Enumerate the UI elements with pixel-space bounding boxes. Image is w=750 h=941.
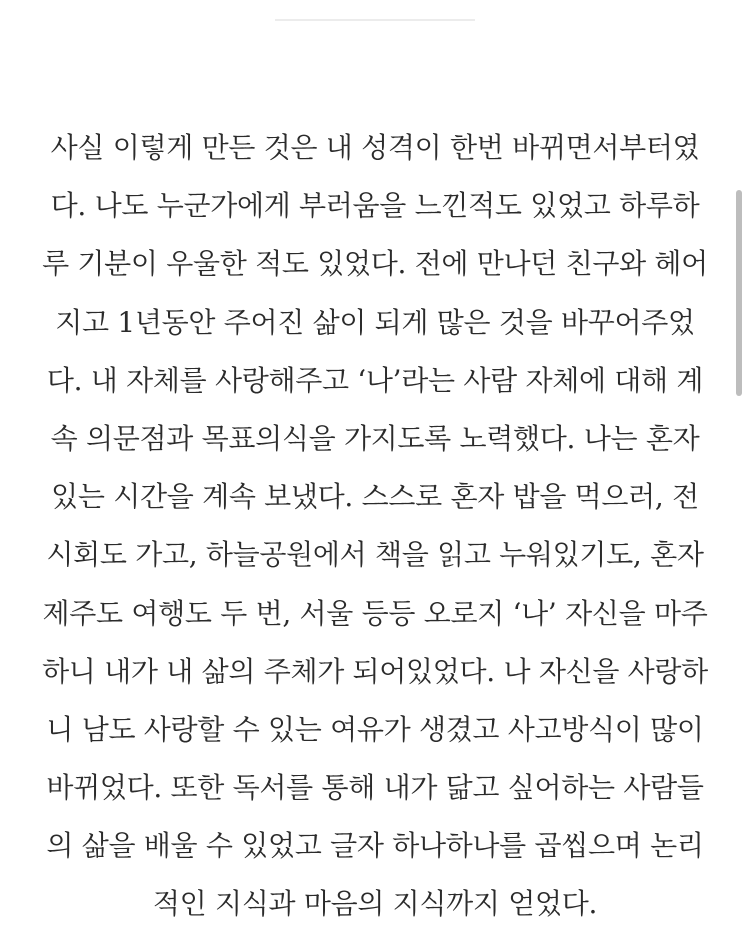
article-line: 루 기분이 우울한 적도 있었다. 전에 만나던 친구와 헤어 (42, 247, 708, 281)
article-line: 하니 내가 내 삶의 주체가 되어있었다. 나 자신을 사랑하 (42, 654, 708, 688)
article-line: 바뀌었다. 또한 독서를 통해 내가 닮고 싶어하는 사람들 (46, 771, 704, 805)
top-divider (275, 19, 475, 21)
article-line: 시회도 가고, 하늘공원에서 책을 읽고 누워있기도, 혼자 (46, 538, 704, 572)
article-line: 다. 나도 누군가에게 부러움을 느낀적도 있었고 하루하 (50, 189, 700, 223)
article-body (0, 126, 750, 941)
article-line: 니 남도 사랑할 수 있는 여유가 생겼고 사고방식이 많이 (46, 712, 704, 746)
article-line: 사실 이렇게 만든 것은 내 성격이 한번 바뀌면서부터였 (50, 131, 700, 164)
article-line: 속 의문점과 목표의식을 가지도록 노력했다. 나는 혼자 (50, 421, 700, 455)
scrollbar-thumb[interactable] (736, 190, 742, 396)
article-line: 있는 시간을 계속 보냈다. 스스로 혼자 밥을 먹으러, 전 (51, 480, 699, 514)
article-line: 다. 내 자체를 사랑해주고 ‘나’라는 사람 자체에 대해 계 (46, 363, 704, 397)
article-line: 의 삶을 배울 수 있었고 글자 하나하나를 곱씹으며 논리 (46, 829, 704, 863)
article-line: 적인 지식과 마음의 지식까지 얻었다. (152, 887, 598, 921)
article-line: 제주도 여행도 두 번, 서울 등등 오로지 ‘나’ 자신을 마주 (42, 596, 708, 630)
article-line: 지고 1년동안 주어진 삶이 되게 많은 것을 바꾸어주었 (55, 305, 695, 339)
